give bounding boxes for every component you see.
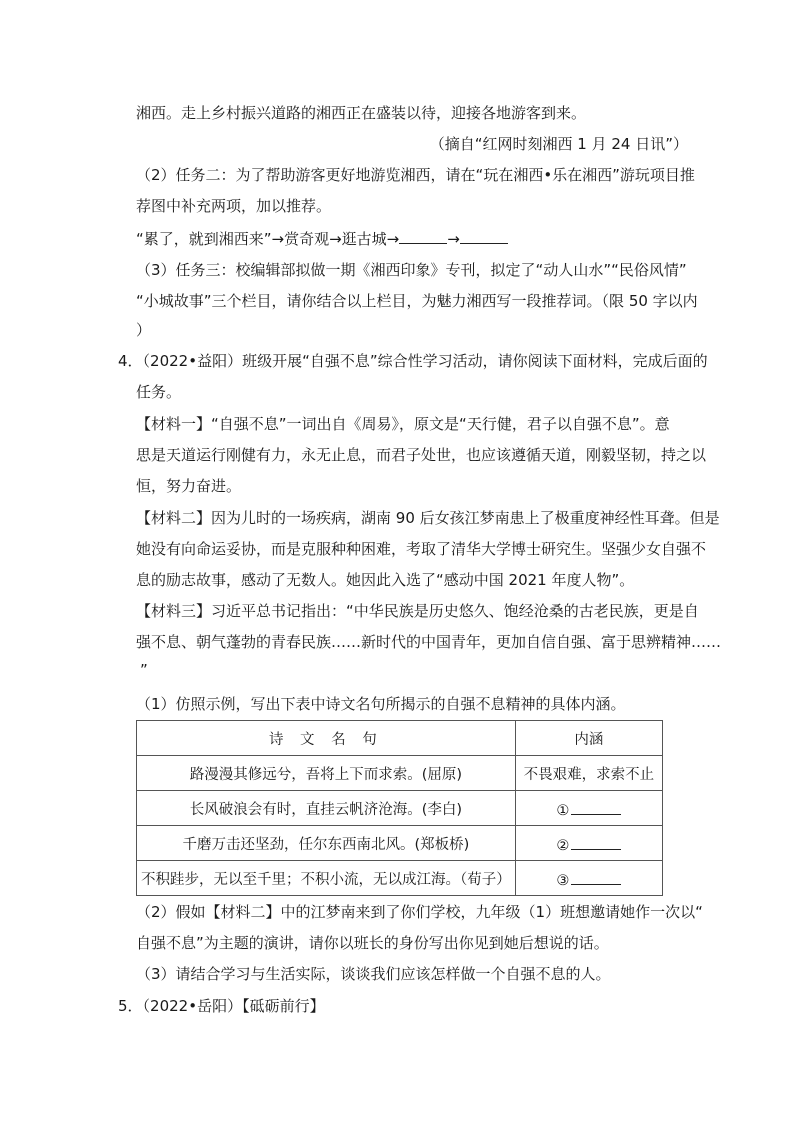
material-two: 【材料二】因为儿时的一场疾病，湖南 90 后女孩江梦南患上了极重度神经性耳聋。但是 [136, 509, 720, 527]
text-line: 荐图中补充两项，加以推荐。 [136, 197, 332, 215]
table-row [137, 826, 663, 861]
meaning-cell [515, 826, 662, 861]
answer-blank[interactable] [571, 798, 621, 815]
task-three-prompt: （3）任务三：校编辑部拟做一期《湘西印象》专刊，拟定了“动人山水”“民俗风情” [136, 261, 687, 279]
text-line: ） [136, 321, 152, 339]
answer-blank[interactable] [571, 868, 621, 885]
sub-question-three: （3）请结合学习与生活实际，谈谈我们应该怎样做一个自强不息的人。 [136, 965, 611, 983]
text-line: 任务。 [136, 383, 182, 401]
meaning-cell [515, 791, 662, 826]
circled-number: ② [556, 837, 570, 854]
material-three: 【材料三】习近平总书记指出：“中华民族是历史悠久、饱经沧桑的古老民族，更是自 [136, 602, 699, 620]
answer-blank[interactable] [399, 227, 447, 244]
header-meaning: 内涵 [515, 721, 662, 756]
chain-text: “累了，就到湘西来”→赏奇观→逛古城→ [136, 230, 400, 248]
table-row [137, 756, 663, 791]
question-four-title: 4．（2022•益阳）班级开展“自强不息”综合性学习活动，请你阅读下面材料，完成后面的 [118, 352, 708, 370]
text-line: 息的励志故事，感动了无数人。她因此入选了“感动中国 2021 年度人物”。 [136, 571, 635, 589]
poem-cell: 长风破浪会有时，直挂云帆济沧海。(李白) [137, 791, 516, 826]
answer-blank[interactable] [571, 833, 621, 850]
poem-table [136, 720, 663, 896]
circled-number: ③ [556, 872, 570, 889]
text-line: ” [140, 661, 148, 679]
question-five-title: 5．（2022•岳阳）【砥砺前行】 [118, 997, 325, 1015]
text-line: 湘西。走上乡村振兴道路的湘西正在盛装以待，迎接各地游客到来。 [136, 104, 587, 122]
meaning-cell [515, 861, 662, 896]
circled-number: ① [556, 802, 570, 819]
poem-cell: 千磨万击还坚劲，任尔东西南北风。(郑板桥) [137, 826, 516, 861]
text-line: “小城故事”三个栏目，请你结合以上栏目，为魅力湘西写一段推荐词。（限 50 字以内 [136, 292, 698, 310]
recommend-chain [136, 227, 508, 249]
text-line: 恒，努力奋进。 [136, 477, 242, 495]
sub-question-one: （1）仿照示例，写出下表中诗文名句所揭示的自强不息精神的具体内涵。 [136, 695, 626, 713]
sub-question-two: （2）假如【材料二】中的江梦南来到了你们学校，九年级（1）班想邀请她作一次以“ [136, 903, 703, 921]
material-one: 【材料一】“自强不息”一词出自《周易》，原文是“天行健，君子以自强不息”。意 [136, 415, 670, 433]
table-header-row [137, 721, 663, 756]
poem-cell: 路漫漫其修远兮，吾将上下而求索。(屈原) [137, 756, 516, 791]
table-row [137, 791, 663, 826]
header-poem: 诗 文 名 句 [137, 721, 516, 756]
text-line: 自强不息”为主题的演讲，请你以班长的身份写出你见到她后想说的话。 [136, 934, 609, 952]
meaning-cell: 不畏艰难，求索不止 [515, 756, 662, 791]
poem-cell: 不积跬步，无以至千里；不积小流，无以成江海。（荀子） [137, 861, 516, 896]
table-row [137, 861, 663, 896]
source-citation: （摘自“红网时刻湘西 1 月 24 日讯”） [429, 135, 688, 153]
answer-blank[interactable] [460, 227, 508, 244]
arrow: → [447, 230, 460, 248]
task-two-prompt: （2）任务二：为了帮助游客更好地游览湘西，请在“玩在湘西•乐在湘西”游玩项目推 [136, 166, 695, 184]
text-line: 强不息、朝气蓬勃的青春民族……新时代的中国青年，更加自信自强、富于思辨精神…… [136, 633, 722, 651]
text-line: 思是天道运行刚健有力，永无止息，而君子处世，也应该遵循天道，刚毅坚韧，持之以 [136, 446, 707, 464]
text-line: 她没有向命运妥协，而是克服种种困难，考取了清华大学博士研究生。坚强少女自强不 [136, 540, 707, 558]
